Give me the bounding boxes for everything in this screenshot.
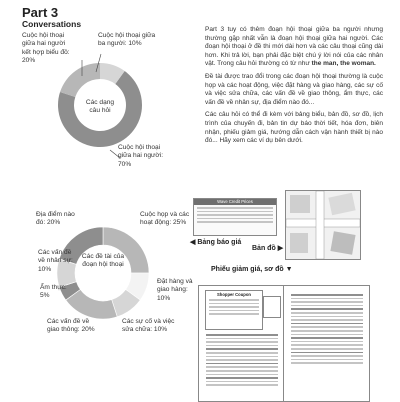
topic-figure bbox=[0, 205, 200, 355]
intro-text bbox=[205, 26, 383, 146]
label-chart-conversation: Cuộc hội thoại giữa hai người kết hợp biểu đồ: 20% bbox=[22, 32, 70, 65]
donut1-slice-chart bbox=[60, 63, 100, 97]
intro-paragraph-1-text: Part 3 tuy có thêm đoạn hội thoại giữa ba người nhưng thường gặp nhất vẫn là đoạn hội thoại giữa hai người. Các đoạn hội thoại ở đề thi mới dài hơn và các câu thoại cũng dài hơn. Khi trả lời, bạn phải đặc biệt chú ý lời nói của các nhân vật. Trong câu hỏi thường có từ như bbox=[205, 26, 383, 68]
question-lines-left bbox=[203, 332, 281, 388]
label-hr: Các vấn đề về nhân sự: 10% bbox=[38, 249, 73, 273]
coupon-title: Shopper Coupon bbox=[217, 292, 251, 297]
section-title: Conversations bbox=[22, 19, 82, 29]
label-two-people: Cuộc hội thoại giữa hai người: 70% bbox=[118, 144, 164, 168]
price-table-label: Bảng báo giá bbox=[197, 239, 242, 246]
map-caption bbox=[252, 244, 283, 252]
label-orders: Đặt hàng và giao hàng: 10% bbox=[157, 278, 193, 302]
intro-paragraph-1 bbox=[205, 26, 383, 69]
label-transport: Các vấn đề về giao thông: 20% bbox=[47, 318, 95, 334]
question-lines-right bbox=[288, 292, 366, 366]
answer-example-page bbox=[283, 285, 370, 402]
arrow-right-icon: ▶ bbox=[277, 245, 284, 252]
intro-paragraph-3: Các câu hỏi có thể đi kèm với bảng biểu, bản đồ, sơ đồ, lịch trình của chuyến đi, bản tin dự báo thời tiết, hóa đơn, biên nhận, phiếu giảm giá, hướng dẫn cách vận hành thiết bị nào đó... Hãy xem các ví dụ bên dưới. bbox=[205, 111, 383, 145]
intro-paragraph-1-bold: the man, the woman. bbox=[311, 60, 376, 68]
label-three-people: Cuộc hội thoại giữa ba người: 10% bbox=[98, 32, 156, 48]
part-title: Part 3 bbox=[22, 5, 59, 20]
coupon-example-page bbox=[198, 285, 285, 402]
coupon-box bbox=[205, 290, 263, 330]
donut1-center-label: Các dạng câu hỏi bbox=[85, 99, 115, 115]
label-meetings: Cuộc họp và các hoạt động: 25% bbox=[140, 211, 190, 227]
arrow-left-icon: ◀ bbox=[190, 239, 196, 246]
price-table-example bbox=[193, 198, 277, 236]
diagram-box bbox=[263, 296, 281, 318]
donut2-center-label: Các đề tài của đoạn hội thoại bbox=[81, 253, 125, 269]
question-type-figure bbox=[0, 30, 200, 190]
label-location: Địa điểm nào đó: 20% bbox=[36, 211, 75, 227]
intro-paragraph-2: Đề tài được trao đổi trong các đoạn hội thoại thường là cuộc họp và các hoạt động, việc đặt hàng và giao hàng, các sự cố và việc sửa chữa, các vấn đề về giao thông, ẩm thực, các vấn đề về nhân sự, địa điểm nào đó... bbox=[205, 72, 383, 106]
map-example bbox=[285, 190, 361, 260]
map-label: Bản đồ bbox=[252, 245, 276, 252]
arrow-down-icon: ▼ bbox=[285, 266, 293, 273]
coupon-caption bbox=[211, 266, 293, 273]
label-food: Ẩm thực: 5% bbox=[40, 284, 67, 300]
map-drawing bbox=[286, 191, 360, 259]
price-table-caption bbox=[190, 238, 241, 246]
price-table-title: Wave Credit Prices bbox=[194, 199, 276, 205]
coupon-label: Phiếu giảm giá, sơ đồ bbox=[211, 266, 284, 273]
label-repairs: Các sự cố và việc sửa chữa: 10% bbox=[122, 318, 175, 334]
